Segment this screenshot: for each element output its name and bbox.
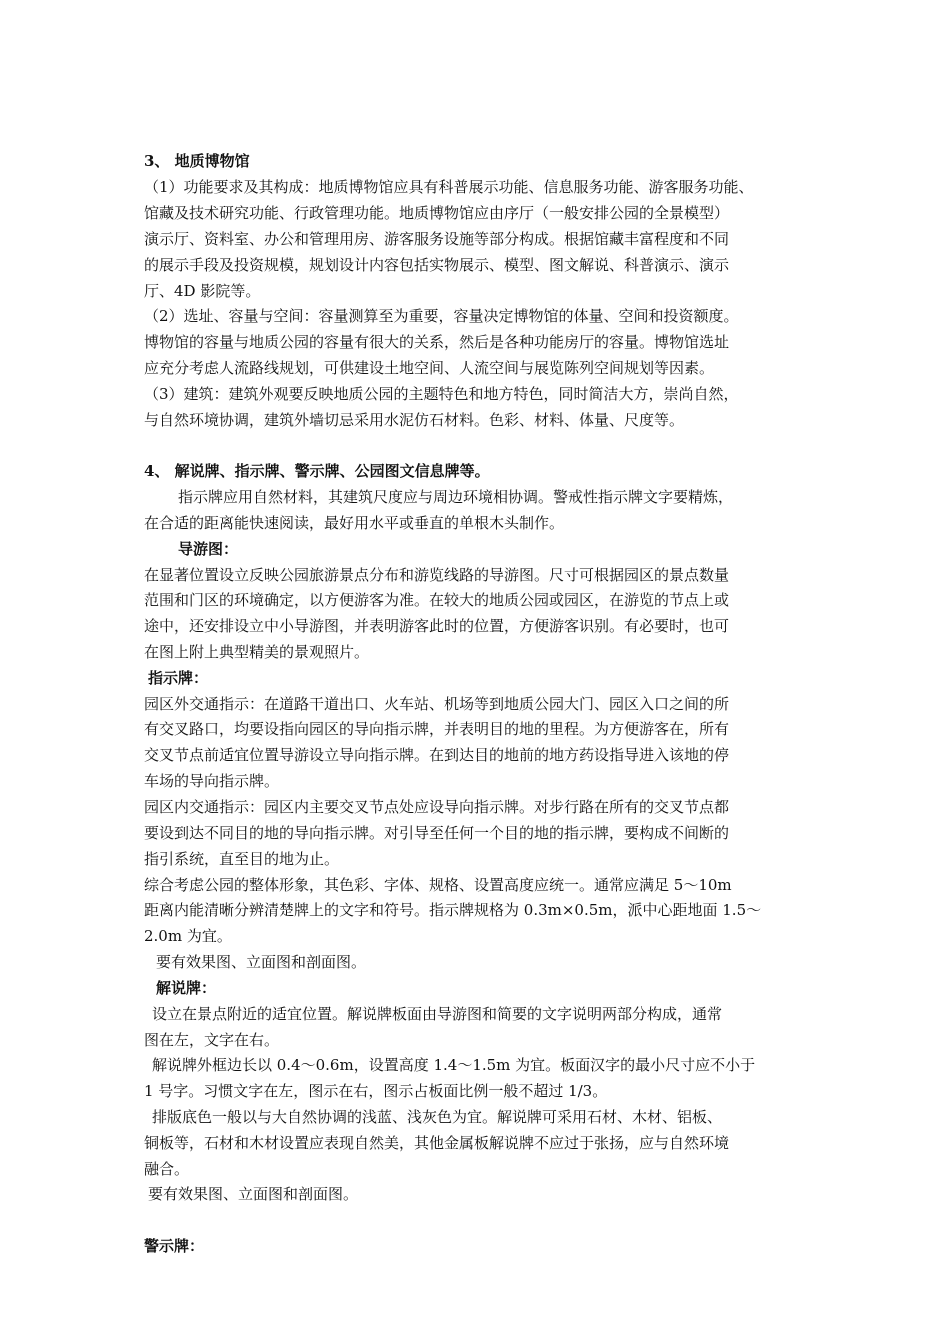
subheading-direction-sign: 指示牌： bbox=[148, 669, 209, 687]
paragraph-line: 综合考虑公园的整体形象，其色彩、字体、规格、设置高度应统一。通常应满足 5～10m bbox=[144, 876, 732, 894]
paragraph-line: 融合。 bbox=[144, 1160, 190, 1178]
paragraph-line: 范围和门区的环境确定，以方便游客为准。在较大的地质公园或园区，在游览的节点上或 bbox=[144, 591, 730, 609]
paragraph-line: （3）建筑：建筑外观要反映地质公园的主题特色和地方特色，同时简洁大方，崇尚自然， bbox=[144, 385, 739, 403]
paragraph-line: 在合适的距离能快速阅读，最好用水平或垂直的单根木头制作。 bbox=[144, 514, 565, 532]
paragraph-line: 在图上附上典型精美的景观照片。 bbox=[144, 643, 370, 661]
paragraph-line: 2.0m 为宜。 bbox=[144, 927, 232, 945]
paragraph-line: 1 号字。习惯文字在左，图示在右，图示占板面比例一般不超过 1/3。 bbox=[144, 1082, 608, 1100]
paragraph-line: 排版底色一般以与大自然协调的浅蓝、浅灰色为宜。解说牌可采用石材、木材、铝板、 bbox=[152, 1108, 723, 1126]
paragraph-line: （1）功能要求及其构成：地质博物馆应具有科普展示功能、信息服务功能、游客服务功能、 bbox=[144, 178, 754, 196]
paragraph-line: 要有效果图、立面图和剖面图。 bbox=[148, 1185, 359, 1203]
paragraph-line: 要设到达不同目的地的导向指示牌。对引导至任何一个目的地的指示牌，要构成不间断的 bbox=[144, 824, 730, 842]
paragraph-line: 要有效果图、立面图和剖面图。 bbox=[156, 953, 367, 971]
paragraph-line: 车场的导向指示牌。 bbox=[144, 772, 280, 790]
paragraph-line: 图在左，文字在右。 bbox=[144, 1031, 280, 1049]
section-4-heading: 4、 解说牌、指示牌、警示牌、公园图文信息牌等。 bbox=[144, 462, 490, 480]
paragraph-line: 解说牌外框边长以 0.4～0.6m，设置高度 1.4～1.5m 为宜。板面汉字的最小尺寸应不小于 bbox=[152, 1056, 756, 1074]
paragraph-line: 设立在景点附近的适宜位置。解说牌板面由导游图和简要的文字说明两部分构成，通常 bbox=[152, 1005, 723, 1023]
paragraph-line: 博物馆的容量与地质公园的容量有很大的关系，然后是各种功能房厅的容量。博物馆选址 bbox=[144, 333, 730, 351]
paragraph-line: 指示牌应用自然材料，其建筑尺度应与周边环境相协调。警戒性指示牌文字要精炼， bbox=[178, 488, 734, 506]
paragraph-line: 园区内交通指示：园区内主要交叉节点处应设导向指示牌。对步行路在所有的交叉节点都 bbox=[144, 798, 730, 816]
subheading-interpretation-sign: 解说牌： bbox=[156, 979, 217, 997]
paragraph-line: 的展示手段及投资规模，规划设计内容包括实物展示、模型、图文解说、科普演示、演示 bbox=[144, 256, 730, 274]
section-3-heading: 3、 地质博物馆 bbox=[144, 152, 250, 170]
subheading-guide-map: 导游图： bbox=[178, 540, 239, 558]
paragraph-line: 距离内能清晰分辨清楚牌上的文字和符号。指示牌规格为 0.3m×0.5m，派中心距地面 1.5～ bbox=[144, 901, 762, 919]
paragraph-line: 途中，还安排设立中小导游图，并表明游客此时的位置，方便游客识别。有必要时，也可 bbox=[144, 617, 730, 635]
paragraph-line: 馆藏及技术研究功能、行政管理功能。地质博物馆应由序厅（一般安排公园的全景模型） bbox=[144, 204, 730, 222]
paragraph-line: 有交叉路口，均要设指向园区的导向指示牌，并表明目的地的里程。为方便游客在，所有 bbox=[144, 720, 730, 738]
paragraph-line: （2）选址、容量与空间：容量测算至为重要，容量决定博物馆的体量、空间和投资额度。 bbox=[144, 307, 739, 325]
paragraph-line: 在显著位置设立反映公园旅游景点分布和游览线路的导游图。尺寸可根据园区的景点数量 bbox=[144, 566, 730, 584]
paragraph-line: 应充分考虑人流路线规划，可供建设土地空间、人流空间与展览陈列空间规划等因素。 bbox=[144, 359, 715, 377]
subheading-warning-sign: 警示牌： bbox=[144, 1237, 205, 1255]
paragraph-line: 厅、4D 影院等。 bbox=[144, 282, 261, 300]
paragraph-line: 园区外交通指示：在道路干道出口、火车站、机场等到地质公园大门、园区入口之间的所 bbox=[144, 695, 730, 713]
paragraph-line: 交叉节点前适宜位置导游设立导向指示牌。在到达目的地前的地方药设指导进入该地的停 bbox=[144, 746, 730, 764]
paragraph-line: 指引系统，直至目的地为止。 bbox=[144, 850, 340, 868]
paragraph-line: 演示厅、资料室、办公和管理用房、游客服务设施等部分构成。根据馆藏丰富程度和不同 bbox=[144, 230, 730, 248]
paragraph-line: 铜板等，石材和木材设置应表现自然美，其他金属板解说牌不应过于张扬，应与自然环境 bbox=[144, 1134, 730, 1152]
paragraph-line: 与自然环境协调，建筑外墙切忌采用水泥仿石材料。色彩、材料、体量、尺度等。 bbox=[144, 411, 685, 429]
